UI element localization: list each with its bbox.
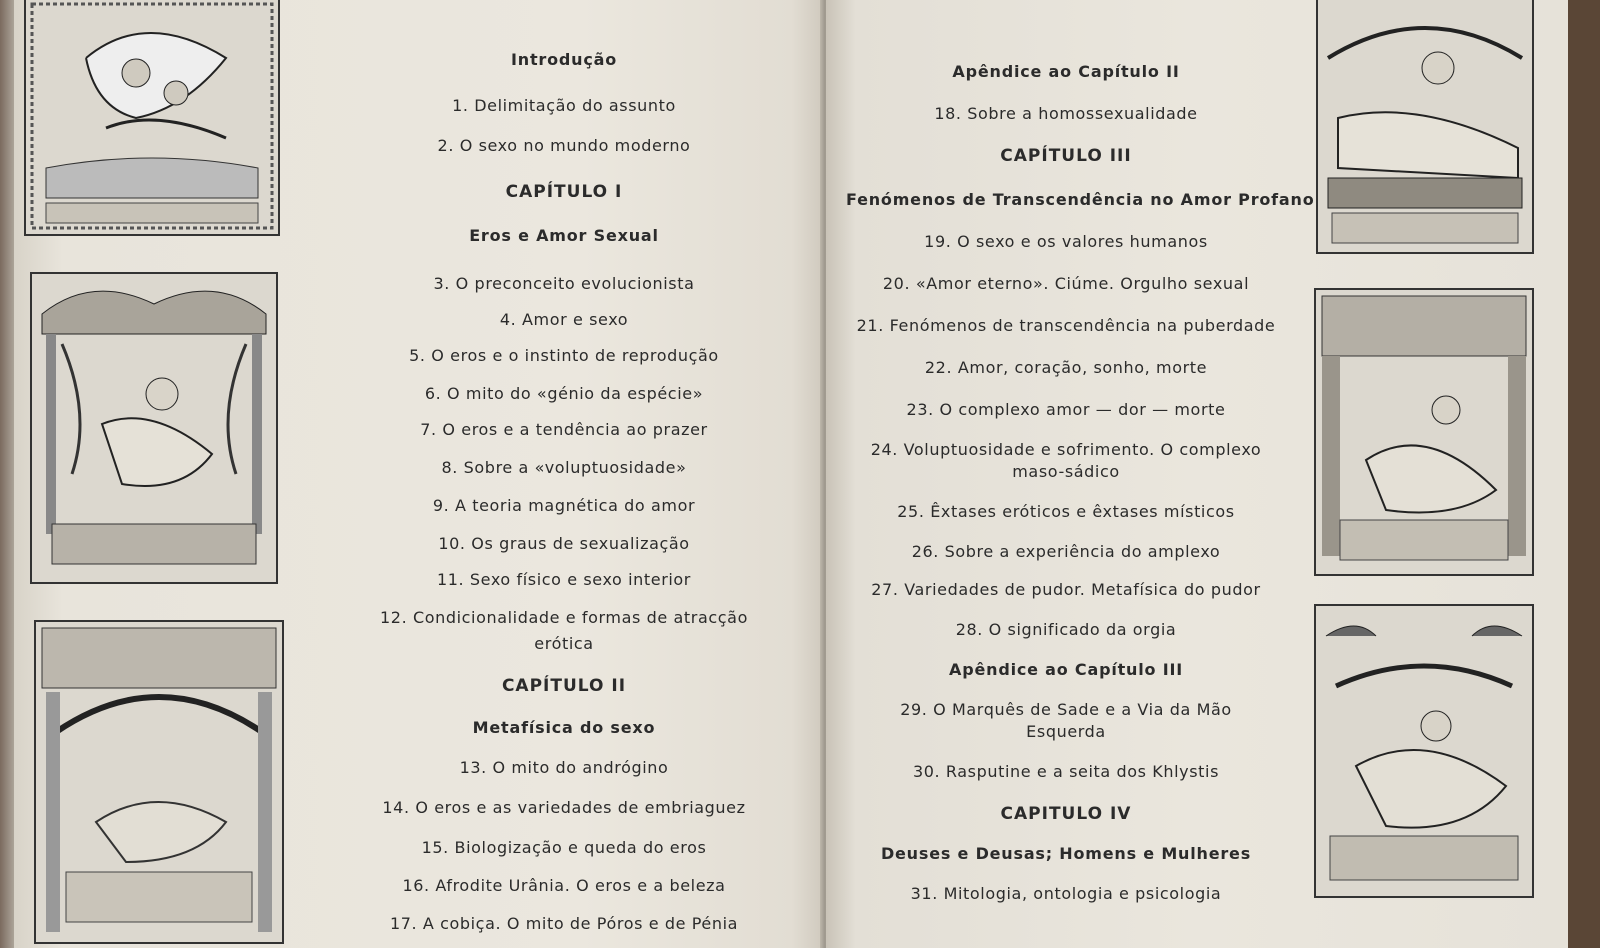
toc-entry: 8. Sobre a «voluptuosidade» [441,458,687,477]
right-page [826,0,1570,948]
toc-entry: 21. Fenómenos de transcendência na puberdade [856,316,1276,335]
toc-entry: 3. O preconceito evolucionista [433,274,695,293]
illustration-parrots-embrace [1314,604,1534,898]
section-heading: Apêndice ao Capítulo III [949,660,1183,679]
toc-entry: 20. «Amor eterno». Ciúme. Orgulho sexual [882,274,1250,293]
toc-entry: 23. O complexo amor — dor — morte [906,400,1226,419]
illustration-couple-reclining [1316,0,1534,254]
toc-entry: 17. A cobiça. O mito de Póros e de Pénia [389,914,739,933]
section-heading: Apêndice ao Capítulo II [952,62,1180,81]
chapter-heading: CAPÍTULO III [1000,146,1132,166]
illustration-canopy-couple [30,272,278,584]
section-heading: Eros e Amor Sexual [469,226,659,245]
table-of-contents-right [846,0,1315,948]
toc-entry: 7. O eros e a tendência ao prazer [420,420,708,439]
section-heading: Deuses e Deusas; Homens e Mulheres [880,844,1252,863]
toc-entry: erótica [534,634,594,653]
toc-entry: 30. Rasputine e a seita dos Khlystis [912,762,1220,781]
chapter-heading: CAPITULO IV [1000,804,1132,824]
section-heading: Metafísica do sexo [472,718,656,737]
section-heading: Introdução [511,50,617,69]
toc-entry: 22. Amor, coração, sonho, morte [924,358,1208,377]
toc-entry: 29. O Marquês de Sade e a Via da Mão [900,700,1232,719]
toc-entry: 31. Mitologia, ontologia e psicologia [910,884,1222,903]
toc-entry: 14. O eros e as variedades de embriaguez [382,798,746,817]
toc-entry: 16. Afrodite Urânia. O eros e a beleza [402,876,726,895]
illustration-couple-on-bed [24,0,280,236]
toc-entry: 2. O sexo no mundo moderno [437,136,691,155]
toc-entry: maso-sádico [1012,462,1120,481]
illustration-pavilion-scene [34,620,284,944]
toc-entry: 28. O significado da orgia [955,620,1177,639]
toc-entry: 27. Variedades de pudor. Metafísica do pudor [871,580,1261,599]
chapter-heading: CAPÍTULO II [501,676,627,696]
table-edge-right [1568,0,1600,948]
table-of-contents-left [344,0,784,948]
toc-entry: 12. Condicionalidade e formas de atracção [380,608,748,627]
toc-entry: 10. Os graus de sexualização [438,534,690,553]
chapter-heading: CAPÍTULO I [505,182,623,202]
toc-entry: 4. Amor e sexo [499,310,629,329]
left-page [14,0,824,948]
toc-entry: Esquerda [1026,722,1106,741]
toc-entry: 15. Biologização e queda do eros [421,838,707,857]
toc-entry: 1. Delimitação do assunto [452,96,676,115]
toc-entry: 26. Sobre a experiência do amplexo [911,542,1221,561]
section-heading: Fenómenos de Transcendência no Amor Profano [846,190,1315,209]
toc-entry: 19. O sexo e os valores humanos [924,232,1208,251]
toc-entry: 25. Êxtases eróticos e êxtases místicos [897,502,1235,521]
toc-entry: 18. Sobre a homossexualidade [934,104,1198,123]
toc-entry: 24. Voluptuosidade e sofrimento. O complexo [870,440,1262,459]
toc-entry: 11. Sexo físico e sexo interior [436,570,691,589]
toc-entry: 9. A teoria magnética do amor [432,496,696,515]
illustration-canopy-embrace [1314,288,1534,576]
toc-entry: 5. O eros e o instinto de reprodução [409,346,719,365]
toc-entry: 13. O mito do andrógino [459,758,669,777]
toc-entry: 6. O mito do «génio da espécie» [424,384,704,403]
